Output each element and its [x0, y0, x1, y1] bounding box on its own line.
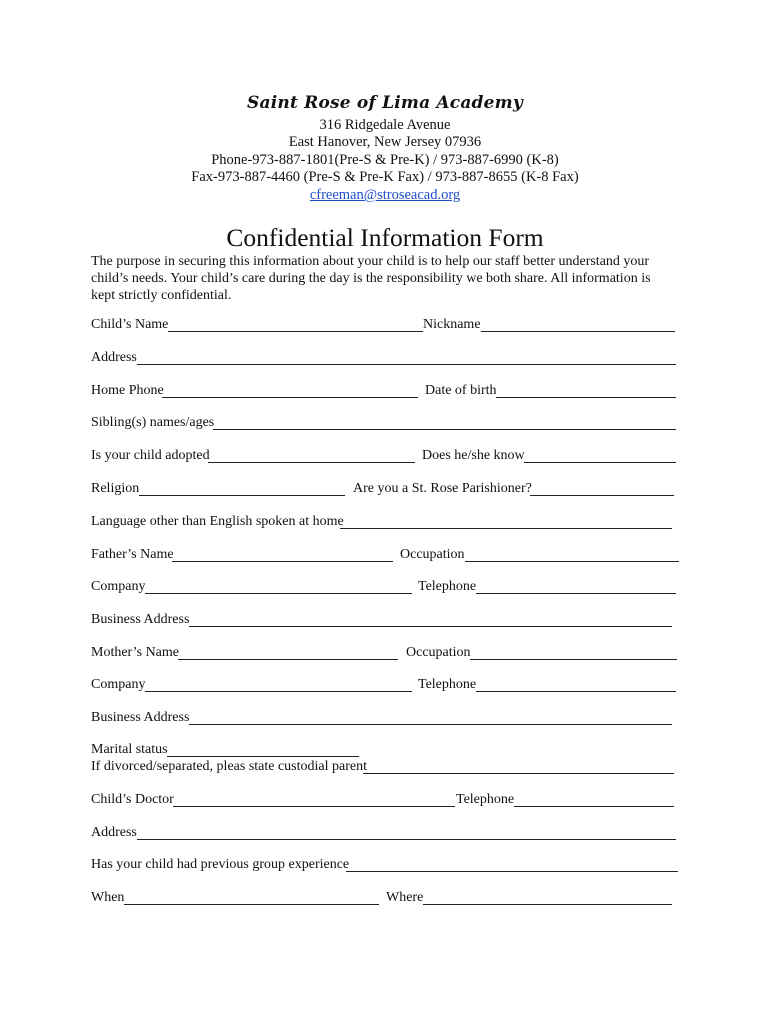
intro-line: The purpose in securing this information about your child is to help our staff better understand your [91, 254, 650, 269]
nickname-field[interactable] [481, 331, 675, 332]
address-field[interactable] [137, 364, 676, 365]
doctor-address-label: Address [91, 825, 137, 840]
school-phone: Phone-973-887-1801(Pre-S & Pre-K) / 973-887-6990 (K-8) [211, 152, 559, 168]
date-of-birth-field[interactable] [496, 397, 676, 398]
when-label: When [91, 890, 125, 905]
home-phone-field[interactable] [162, 397, 418, 398]
intro-line: child’s needs. Your child’s care during the day is the responsibility we both share. All information is [91, 271, 651, 286]
nickname-label: Nickname [423, 317, 481, 332]
childs-doctor-field[interactable] [173, 806, 455, 807]
language-label: Language other than English spoken at home [91, 514, 344, 529]
mother-business-address-label: Business Address [91, 710, 190, 725]
religion-field[interactable] [139, 495, 345, 496]
custodial-parent-field[interactable] [363, 773, 674, 774]
parishioner-label: Are you a St. Rose Parishioner? [353, 481, 532, 496]
siblings-field[interactable] [213, 429, 676, 430]
siblings-label: Sibling(s) names/ages [91, 415, 215, 430]
school-street-address: 316 Ridgedale Avenue [319, 117, 451, 133]
does-know-field[interactable] [524, 462, 676, 463]
school-fax: Fax-973-887-4460 (Pre-S & Pre-K Fax) / 973-887-8655 (K-8 Fax) [191, 169, 579, 185]
childs-doctor-label: Child’s Doctor [91, 792, 174, 807]
mothers-name-label: Mother’s Name [91, 645, 179, 660]
mother-telephone-label: Telephone [418, 677, 477, 692]
parishioner-field[interactable] [530, 495, 674, 496]
mother-telephone-field[interactable] [476, 691, 676, 692]
adopted-label: Is your child adopted [91, 448, 210, 463]
mother-company-field[interactable] [145, 691, 412, 692]
father-occupation-label: Occupation [400, 547, 465, 562]
date-of-birth-label: Date of birth [425, 383, 497, 398]
where-label: Where [386, 890, 424, 905]
does-know-label: Does he/she know [422, 448, 525, 463]
mother-business-address-field[interactable] [189, 724, 672, 725]
group-experience-field[interactable] [346, 871, 678, 872]
mother-occupation-field[interactable] [470, 659, 677, 660]
address-label: Address [91, 350, 137, 365]
language-field[interactable] [340, 528, 672, 529]
religion-label: Religion [91, 481, 140, 496]
fathers-name-field[interactable] [172, 561, 393, 562]
childs-name-label: Child’s Name [91, 317, 169, 332]
home-phone-label: Home Phone [91, 383, 164, 398]
childs-name-field[interactable] [168, 331, 423, 332]
marital-status-label: Marital status [91, 742, 168, 757]
father-business-address-label: Business Address [91, 612, 190, 627]
mothers-name-field[interactable] [178, 659, 398, 660]
fathers-name-label: Father’s Name [91, 547, 174, 562]
doctor-address-field[interactable] [137, 839, 676, 840]
father-telephone-label: Telephone [418, 579, 477, 594]
where-field[interactable] [423, 904, 672, 905]
father-telephone-field[interactable] [476, 593, 676, 594]
custodial-parent-label: If divorced/separated, pleas state custodial parent [91, 759, 367, 774]
father-occupation-field[interactable] [465, 561, 679, 562]
marital-status-field[interactable] [167, 756, 359, 757]
intro-line: kept strictly confidential. [91, 288, 232, 303]
doctor-telephone-label: Telephone [456, 792, 515, 807]
father-company-field[interactable] [145, 593, 412, 594]
school-name: Saint Rose of Lima Academy [247, 93, 523, 113]
mother-occupation-label: Occupation [406, 645, 471, 660]
school-city-state: East Hanover, New Jersey 07936 [288, 134, 482, 150]
when-field[interactable] [124, 904, 379, 905]
group-experience-label: Has your child had previous group experience [91, 857, 350, 872]
doctor-telephone-field[interactable] [514, 806, 674, 807]
form-intro [91, 253, 681, 304]
mother-company-label: Company [91, 677, 146, 692]
school-email-link[interactable]: cfreeman@stroseacad.org [309, 187, 461, 203]
form-title: Confidential Information Form [226, 223, 544, 252]
father-business-address-field[interactable] [189, 626, 672, 627]
adopted-field[interactable] [208, 462, 415, 463]
father-company-label: Company [91, 579, 146, 594]
